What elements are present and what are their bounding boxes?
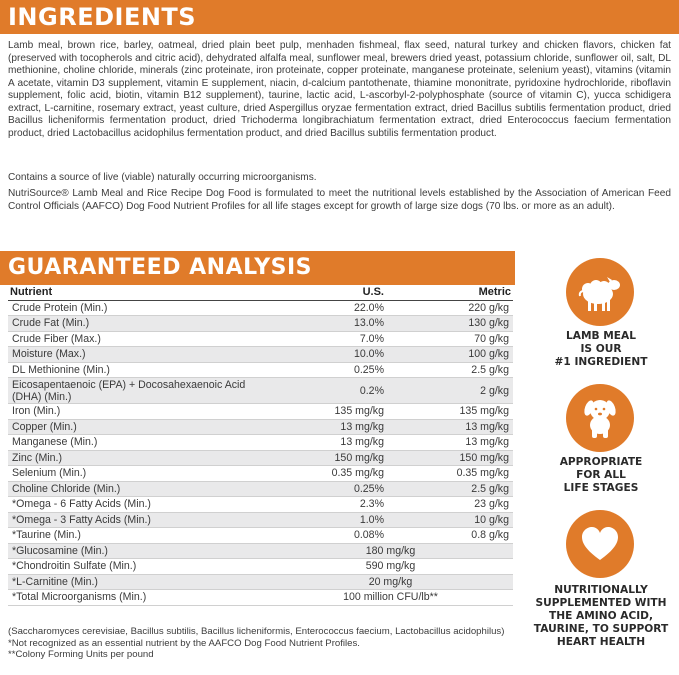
metric-value-cell: 70 g/kg xyxy=(388,331,513,347)
us-value-cell: 1.0% xyxy=(268,512,388,528)
combined-value-cell: 590 mg/kg xyxy=(268,559,513,575)
metric-value-cell: 0.8 g/kg xyxy=(388,528,513,544)
table-row xyxy=(8,419,513,435)
nutrient-cell: DL Methionine (Min.) xyxy=(8,362,268,378)
table-row xyxy=(8,466,513,482)
puppy-badge xyxy=(566,384,634,452)
nutrient-cell: *Glucosamine (Min.) xyxy=(8,543,268,559)
table-row xyxy=(8,362,513,378)
puppy-icon xyxy=(566,384,634,452)
nutrient-cell: *Omega - 6 Fatty Acids (Min.) xyxy=(8,497,268,513)
us-value-cell: 13.0% xyxy=(268,316,388,332)
aafco-statement: NutriSource® Lamb Meal and Rice Recipe Dog Food is formulated to meet the nutritional levels established by the Association of American Feed Control Officials (AAFCO) Dog Food Nutrient Profiles for all life stages except for growth of large size dogs (70 lbs. or more as an adult). xyxy=(8,188,671,212)
us-value-cell: 13 mg/kg xyxy=(268,435,388,451)
nutrient-cell: Choline Chloride (Min.) xyxy=(8,481,268,497)
metric-value-cell: 13 mg/kg xyxy=(388,435,513,451)
footnotes xyxy=(8,626,518,661)
table-row xyxy=(8,331,513,347)
us-value-cell: 10.0% xyxy=(268,347,388,363)
column-header-us: U.S. xyxy=(268,285,388,300)
metric-value-cell: 13 mg/kg xyxy=(388,419,513,435)
nutrient-cell: *Total Microorganisms (Min.) xyxy=(8,590,268,606)
claim-line: TAURINE, TO SUPPORT xyxy=(533,623,669,635)
metric-value-cell: 2.5 g/kg xyxy=(388,362,513,378)
combined-value-cell: 180 mg/kg xyxy=(268,543,513,559)
nutrient-cell: Eicosapentaenoic (EPA) + Docosahexaenoic Acid (DHA) (Min.) xyxy=(8,378,268,404)
heart-badge xyxy=(566,510,634,578)
table-body xyxy=(8,300,513,605)
table-row xyxy=(8,590,513,606)
table-row xyxy=(8,435,513,451)
us-value-cell: 0.08% xyxy=(268,528,388,544)
metric-value-cell: 2.5 g/kg xyxy=(388,481,513,497)
table-row xyxy=(8,512,513,528)
metric-value-cell: 100 g/kg xyxy=(388,347,513,363)
nutrient-cell: *Taurine (Min.) xyxy=(8,528,268,544)
metric-value-cell: 10 g/kg xyxy=(388,512,513,528)
claim-line: LAMB MEAL xyxy=(566,330,636,342)
claim-line: THE AMINO ACID, xyxy=(549,610,653,622)
table-header-row xyxy=(8,285,513,300)
nutrient-cell: *Chondroitin Sulfate (Min.) xyxy=(8,559,268,575)
us-value-cell: 0.2% xyxy=(268,378,388,404)
nutrient-cell: Zinc (Min.) xyxy=(8,450,268,466)
combined-value-cell: 100 million CFU/lb** xyxy=(268,590,513,606)
nutrient-cell: Crude Protein (Min.) xyxy=(8,300,268,316)
combined-value-cell: 20 mg/kg xyxy=(268,574,513,590)
claim-life-stages xyxy=(528,456,674,495)
claim-line: HEART HEALTH xyxy=(556,636,646,648)
table-row xyxy=(8,347,513,363)
claim-line: #1 INGREDIENT xyxy=(554,356,648,368)
metric-value-cell: 130 g/kg xyxy=(388,316,513,332)
table-row xyxy=(8,316,513,332)
nutrient-cell: Iron (Min.) xyxy=(8,404,268,420)
table-row xyxy=(8,378,513,404)
metric-value-cell: 0.35 mg/kg xyxy=(388,466,513,482)
claim-line: IS OUR xyxy=(580,343,622,355)
us-value-cell: 2.3% xyxy=(268,497,388,513)
lamb-icon xyxy=(566,258,634,326)
table-row xyxy=(8,574,513,590)
nutrient-cell: *Omega - 3 Fatty Acids (Min.) xyxy=(8,512,268,528)
table-row xyxy=(8,481,513,497)
live-microorganisms-note: Contains a source of live (viable) naturally occurring microorganisms. xyxy=(8,172,317,183)
table-row xyxy=(8,450,513,466)
table-row xyxy=(8,528,513,544)
table-row xyxy=(8,300,513,316)
metric-value-cell: 135 mg/kg xyxy=(388,404,513,420)
us-value-cell: 0.25% xyxy=(268,362,388,378)
metric-value-cell: 2 g/kg xyxy=(388,378,513,404)
nutrient-cell: Crude Fiber (Max.) xyxy=(8,331,268,347)
nutrient-cell: Moisture (Max.) xyxy=(8,347,268,363)
claim-line: FOR ALL xyxy=(576,469,626,481)
claim-lamb-meal xyxy=(528,330,674,369)
nutrient-cell: Crude Fat (Min.) xyxy=(8,316,268,332)
nutrient-cell: Manganese (Min.) xyxy=(8,435,268,451)
heart-icon xyxy=(566,510,634,578)
us-value-cell: 13 mg/kg xyxy=(268,419,388,435)
guaranteed-analysis-heading: GUARANTEED ANALYSIS xyxy=(0,251,515,285)
footnote-cfu: **Colony Forming Units per pound xyxy=(8,649,154,660)
us-value-cell: 7.0% xyxy=(268,331,388,347)
table-row xyxy=(8,543,513,559)
claim-heart-health xyxy=(528,584,674,649)
metric-value-cell: 150 mg/kg xyxy=(388,450,513,466)
ingredients-list: Lamb meal, brown rice, barley, oatmeal, dried plain beet pulp, menhaden fishmeal, flax seed, natural turkey and chicken flavors, chicken fat (preserved with tocopherols and citric acid), dehydrated alfalfa meal, sunflower meal, brewers dried yeast, potassium chloride, sunflower oil, salt, DL methionine, choline chloride, minerals (zinc proteinate, iron proteinate, copper proteinate, manganese proteinate, selenium yeast), vitamins (vitamin A acetate, vitamin D3 supplement, vitamin E supplement, niacin, d-calcium pantothenate, thiamine mononitrate, pyridoxine hydrochloride, riboflavin supplement, folic acid, biotin, vitamin B12 supplement), taurine, lactic acid, L-ascorbyl-2-polyphosphate (source of vitamin C), yucca schidigera extract, L-carnitine, rosemary extract, yeast culture, dried Aspergillus oryzae fermentation extract, dried Bacillus subtilis fermentation product, dried Bacillus licheniformis fermentation product, dried Trichoderma longibrachiatum fermentation extract, dried Enterococcus faecium fermentation product, dried Lactobacillus acidophilus fermentation product, and dried Bacillus subtilis fermentation product. xyxy=(8,40,671,139)
claim-line: NUTRITIONALLY xyxy=(554,584,648,596)
footnote-not-recognized: *Not recognized as an essential nutrient by the AAFCO Dog Food Nutrient Profiles. xyxy=(8,637,360,649)
claim-line: SUPPLEMENTED WITH xyxy=(535,597,667,609)
column-header-nutrient: Nutrient xyxy=(8,285,268,300)
us-value-cell: 0.35 mg/kg xyxy=(268,466,388,482)
nutrient-cell: Copper (Min.) xyxy=(8,419,268,435)
table-row xyxy=(8,497,513,513)
nutrient-cell: *L-Carnitine (Min.) xyxy=(8,574,268,590)
guaranteed-analysis-table xyxy=(8,285,513,606)
claim-line: LIFE STAGES xyxy=(563,482,639,494)
lamb-badge xyxy=(566,258,634,326)
ingredients-heading: INGREDIENTS xyxy=(0,0,679,34)
table-row xyxy=(8,404,513,420)
footnote-microorganisms: (Saccharomyces cerevisiae, Bacillus subtilis, Bacillus licheniformis, Enterococcus faecium, Lactobacillus acidophilus) xyxy=(8,626,505,637)
nutrient-cell: Selenium (Min.) xyxy=(8,466,268,482)
us-value-cell: 150 mg/kg xyxy=(268,450,388,466)
us-value-cell: 22.0% xyxy=(268,300,388,316)
us-value-cell: 0.25% xyxy=(268,481,388,497)
us-value-cell: 135 mg/kg xyxy=(268,404,388,420)
metric-value-cell: 23 g/kg xyxy=(388,497,513,513)
column-header-metric: Metric xyxy=(388,285,513,300)
metric-value-cell: 220 g/kg xyxy=(388,300,513,316)
table-row xyxy=(8,559,513,575)
claim-line: APPROPRIATE xyxy=(559,456,643,468)
